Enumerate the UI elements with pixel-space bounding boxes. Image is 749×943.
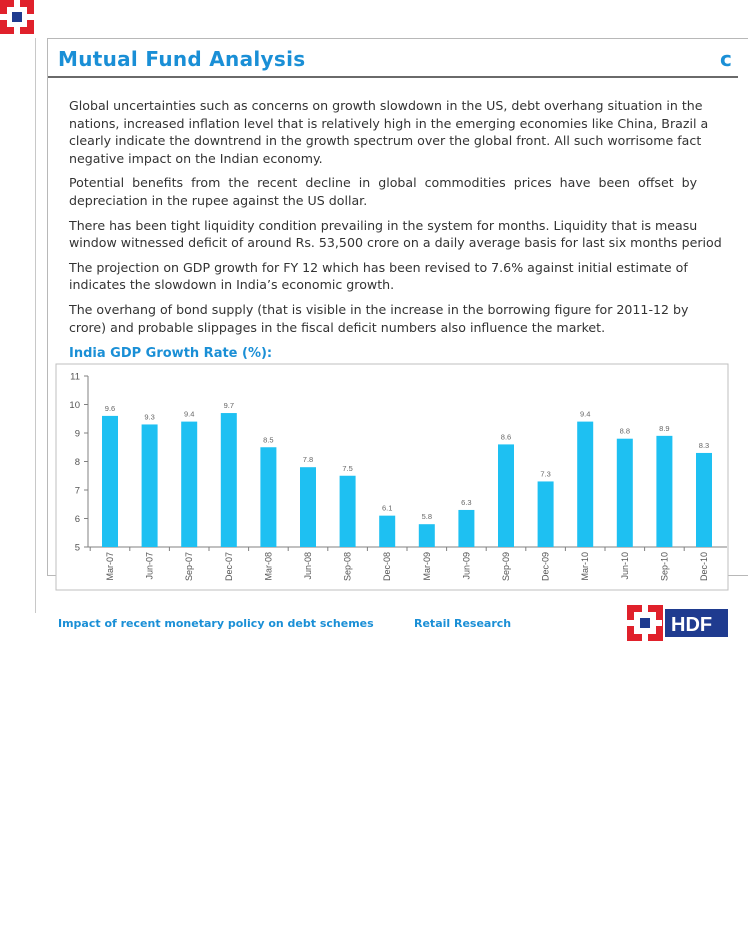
bar — [419, 524, 435, 547]
hdfc-footer-logo — [627, 605, 728, 643]
data-label: 8.8 — [619, 426, 631, 436]
data-label: 8.9 — [659, 423, 670, 433]
bar — [577, 422, 593, 547]
bar — [617, 439, 633, 547]
y-tick-label: 9 — [74, 428, 80, 440]
y-tick-label: 11 — [70, 371, 80, 383]
bar — [696, 453, 712, 547]
x-tick-label: Jun-08 — [303, 552, 313, 580]
x-tick-label: Sep-07 — [184, 552, 195, 582]
body-text — [69, 97, 749, 343]
data-label: 6.3 — [461, 497, 472, 507]
text-line: crore) and probable slippages in the fiscal deficit numbers also influence the market. — [69, 319, 606, 335]
paragraph-global-uncertainties — [69, 97, 749, 167]
title-divider — [48, 76, 738, 78]
data-label: 8.5 — [263, 435, 274, 445]
data-label: 9.4 — [579, 409, 591, 419]
bar — [538, 481, 554, 547]
footer-report-title: Impact of recent monetary policy on debt schemes — [58, 617, 374, 630]
paragraph-commodities — [69, 174, 749, 209]
x-tick-label: Dec-07 — [223, 552, 234, 582]
gdp-growth-bar-chart — [55, 363, 728, 591]
text-line: nations, increased inflation level that is relatively high in the emerging economies like China, Brazil a — [69, 115, 709, 131]
x-tick-label: Mar-07 — [105, 552, 115, 581]
bar — [379, 516, 395, 547]
page-title-right-fragment: c — [720, 47, 732, 71]
x-tick-label: Dec-08 — [382, 552, 393, 582]
text-line: The overhang of bond supply (that is visible in the increase in the borrowing figure for 2011-12 by — [69, 301, 689, 317]
bar — [300, 467, 316, 547]
x-tick-label: Sep-10 — [659, 552, 670, 582]
bar — [221, 413, 237, 547]
paragraph-bond-supply — [69, 301, 749, 336]
bar — [260, 447, 276, 547]
footer-logo-text: HDF — [671, 614, 713, 636]
bar — [181, 422, 197, 547]
data-label: 8.6 — [500, 432, 512, 442]
y-tick-label: 10 — [69, 400, 80, 411]
x-tick-label: Jun-07 — [144, 552, 155, 580]
text-line: negative impact on the Indian economy. — [69, 150, 323, 166]
x-tick-label: Sep-08 — [342, 552, 353, 582]
data-label: 7.8 — [302, 455, 314, 465]
bar — [656, 436, 672, 547]
data-label: 9.4 — [183, 409, 195, 419]
x-tick-label: Sep-09 — [501, 552, 511, 582]
bar — [498, 444, 514, 547]
text-line: There has been tight liquidity condition prevailing in the system for months. Liquidity that is measu — [69, 217, 698, 233]
bar — [340, 476, 356, 547]
x-tick-label: Dec-10 — [699, 552, 709, 582]
chart-title: India GDP Growth Rate (%): — [69, 346, 273, 361]
bar — [142, 424, 158, 547]
x-tick-label: Jun-09 — [461, 552, 472, 580]
x-tick-label: Jun-10 — [619, 552, 630, 580]
text-line: The projection on GDP growth for FY 12 which has been revised to 7.6% against initial estimate of — [69, 259, 688, 275]
data-label: 5.8 — [421, 512, 433, 522]
data-label: 6.1 — [381, 503, 393, 513]
text-line: depreciation in the rupee against the US dollar. — [69, 192, 368, 208]
data-label: 9.3 — [144, 412, 155, 422]
paragraph-liquidity — [69, 217, 749, 252]
data-label: 9.7 — [223, 401, 235, 411]
paragraph-gdp-projection — [69, 259, 749, 294]
text-line: indicates the slowdown in India’s economic growth. — [69, 277, 395, 293]
bar — [458, 510, 474, 547]
text-line: Global uncertainties such as concerns on growth slowdown in the US, debt overhang situation in the — [69, 98, 703, 113]
y-tick-label: 8 — [74, 457, 80, 468]
x-tick-label: Mar-10 — [580, 552, 591, 581]
text-line: window witnessed deficit of around Rs. 53,500 crore on a daily average basis for last six months period — [69, 235, 722, 251]
x-tick-label: Dec-09 — [540, 552, 551, 582]
data-label: 9.6 — [104, 403, 116, 413]
footer-retail-research: Retail Research — [414, 617, 512, 630]
hdfc-corner-logo — [0, 0, 34, 34]
bar — [102, 416, 118, 547]
text-line: Potential benefits from the recent decline in global commodities prices have been offset by — [69, 175, 698, 191]
y-tick-label: 6 — [74, 514, 80, 525]
data-label: 7.5 — [342, 463, 353, 473]
y-tick-label: 5 — [74, 542, 80, 554]
data-label: 7.3 — [540, 469, 551, 479]
text-line: clearly indicate the downtrend in the growth spectrum over the global front. All such worrisome fact — [69, 133, 702, 149]
left-margin-rule — [35, 38, 36, 613]
data-label: 8.3 — [698, 440, 710, 450]
page-title: Mutual Fund Analysis — [58, 47, 306, 71]
x-tick-label: Mar-09 — [421, 552, 432, 581]
x-tick-label: Mar-08 — [263, 552, 274, 581]
y-tick-label: 7 — [74, 485, 80, 497]
